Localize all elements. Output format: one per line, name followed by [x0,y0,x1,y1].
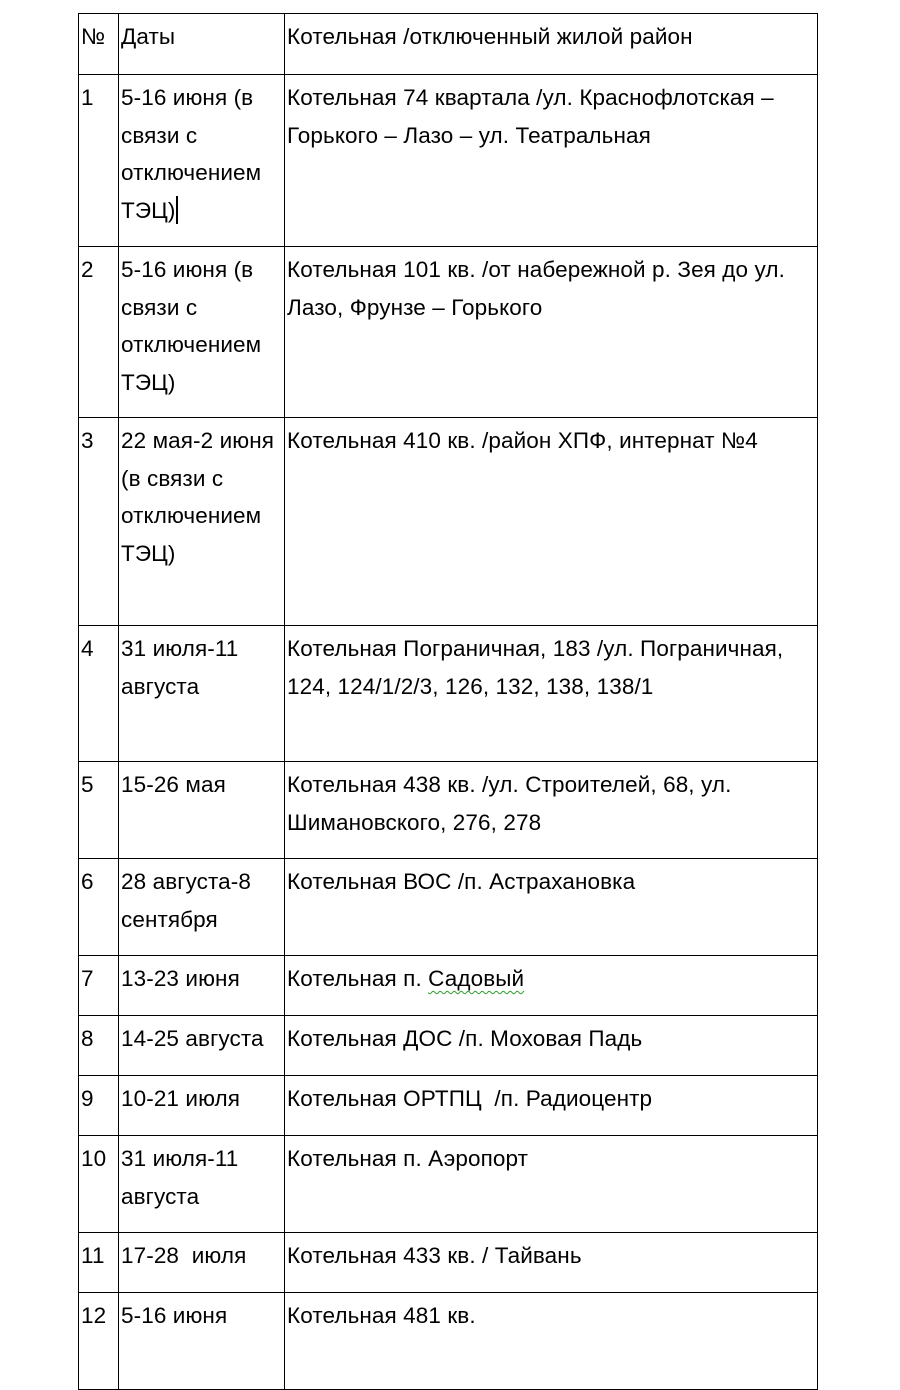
row-area: Котельная ОРТПЦ /п. Радиоцентр [285,1076,818,1136]
table-row [79,1233,818,1293]
schedule-table [78,13,818,1390]
row-dates: 5-16 июня (в связи с отключением ТЭЦ) [119,247,285,418]
row-dates: 5-16 июня [119,1293,285,1390]
header-num: № [79,14,119,75]
table-row [79,956,818,1016]
row-area: Котельная Пограничная, 183 /ул. Пограничная, 124, 124/1/2/3, 126, 132, 138, 138/1 [285,626,818,762]
row-num: 4 [79,626,119,762]
row-num: 11 [79,1233,119,1293]
row-dates: 10-21 июля [119,1076,285,1136]
row-area: Котельная п. Аэропорт [285,1136,818,1233]
table-row [79,1076,818,1136]
row-dates: 17-28 июля [119,1233,285,1293]
row-num: 9 [79,1076,119,1136]
row-area: Котельная 101 кв. /от набережной р. Зея до ул. Лазо, Фрунзе – Горького [285,247,818,418]
table-row [79,1293,818,1390]
row-area: Котельная 481 кв. [285,1293,818,1390]
table-row [79,762,818,859]
row-dates-text: 5-16 июня (в связи с отключением ТЭЦ) [121,85,262,223]
row-num: 10 [79,1136,119,1233]
row-num: 5 [79,762,119,859]
row-dates: 22 мая-2 июня (в связи с отключением ТЭЦ) [119,418,285,626]
table-row [79,626,818,762]
row-area: Котельная 438 кв. /ул. Строителей, 68, ул. Шимановского, 276, 278 [285,762,818,859]
row-area-prefix: Котельная п. [287,966,429,991]
row-dates: 31 июля-11 августа [119,1136,285,1233]
text-cursor [176,196,178,224]
row-num: 1 [79,75,119,247]
row-dates: 13-23 июня [119,956,285,1016]
header-dates: Даты [119,14,285,75]
row-dates: 14-25 августа [119,1016,285,1076]
header-area: Котельная /отключенный жилой район [285,14,818,75]
table-row [79,247,818,418]
table-header-row [79,14,818,75]
table-row [79,75,818,247]
row-num: 12 [79,1293,119,1390]
row-area: Котельная ДОС /п. Моховая Падь [285,1016,818,1076]
row-dates: 31 июля-11 августа [119,626,285,762]
table-row [79,418,818,626]
table-row [79,1016,818,1076]
row-num: 2 [79,247,119,418]
row-num: 8 [79,1016,119,1076]
row-num: 3 [79,418,119,626]
spellcheck-marked-word[interactable]: Садовый [428,966,525,991]
row-num: 7 [79,956,119,1016]
row-num: 6 [79,859,119,956]
row-dates: 28 августа-8 сентября [119,859,285,956]
row-area: Котельная 74 квартала /ул. Краснофлотская – Горького – Лазо – ул. Театральная [285,75,818,247]
table-row [79,1136,818,1233]
row-dates[interactable] [119,75,285,247]
row-area: Котельная 410 кв. /район ХПФ, интернат №4 [285,418,818,626]
row-area [285,956,818,1016]
row-area: Котельная ВОС /п. Астрахановка [285,859,818,956]
table-row [79,859,818,956]
row-dates: 15-26 мая [119,762,285,859]
row-area: Котельная 433 кв. / Тайвань [285,1233,818,1293]
